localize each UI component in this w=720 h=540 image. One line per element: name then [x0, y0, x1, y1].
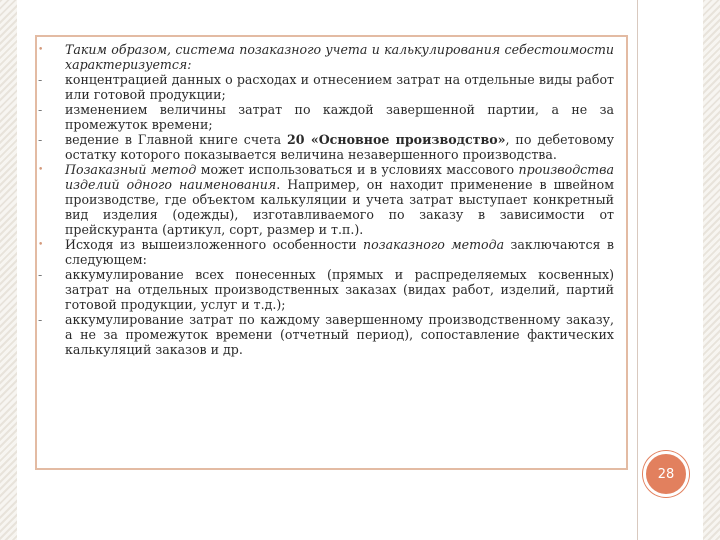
item-text: аккумулирование затрат по каждому завершенному производственному заказу, а не за промежуток времени (отчетный период), сопоставление фактических калькуляций заказов и др.	[65, 312, 614, 357]
dash-marker: -	[38, 72, 43, 87]
item-text: Позаказный метод	[65, 162, 197, 177]
page-number-badge	[643, 451, 689, 497]
bullet-marker: •	[38, 240, 44, 250]
item-text: Таким образом, система позаказного учета и калькулирования себестоимости характеризуется:	[65, 42, 614, 72]
dash-marker: -	[38, 132, 43, 147]
list-item	[38, 132, 614, 162]
item-text: может использоваться и в условиях массового	[196, 162, 519, 177]
list-item	[38, 312, 614, 357]
item-text: , по дебетовому остатку которого показывается величина незавершенного производства.	[65, 132, 614, 162]
slide-content	[38, 42, 614, 357]
item-text: 20 «Основное производство»	[287, 132, 506, 147]
list-item	[38, 42, 614, 72]
divider-line	[637, 0, 638, 540]
item-text: изменением величины затрат по каждой завершенной партии, а не за промежуток времени;	[65, 102, 614, 132]
item-text: концентрацией данных о расходах и отнесением затрат на отдельные виды работ или готовой продукции;	[65, 72, 614, 102]
item-text: ведение в Главной книге счета	[65, 132, 288, 147]
dash-marker: -	[38, 102, 43, 117]
item-text: аккумулирование всех понесенных (прямых и распределяемых косвенных) затрат на отдельных производственных заказах (видах работ, изделий, партий готовой продукции, услуг и т.д.);	[65, 267, 614, 312]
list-item	[38, 102, 614, 132]
item-text: . Например, он находит применение в швейном производстве, где объектом калькуляции и учета затрат выступает конкретный вид изделия (одежды), изготавливаемого по заказу в зависимости от прейскуранта (артикул, сорт, размер и т.п.).	[65, 177, 614, 237]
list-item	[38, 267, 614, 312]
decorative-stripe-left	[0, 0, 17, 540]
bullet-marker: •	[38, 45, 44, 55]
list-item	[38, 72, 614, 102]
item-text: Исходя из вышеизложенного особенности	[65, 237, 364, 252]
bullet-marker: •	[38, 165, 44, 175]
list-item	[38, 237, 614, 267]
item-text: производства изделий одного наименования	[65, 162, 615, 192]
list-item	[38, 162, 614, 237]
page-number: 28	[657, 466, 675, 482]
item-text: позаказного метода	[363, 237, 505, 252]
decorative-stripe-right	[703, 0, 720, 540]
dash-marker: -	[38, 312, 43, 327]
item-text: заключаются в следующем:	[65, 237, 614, 267]
dash-marker: -	[38, 267, 43, 282]
